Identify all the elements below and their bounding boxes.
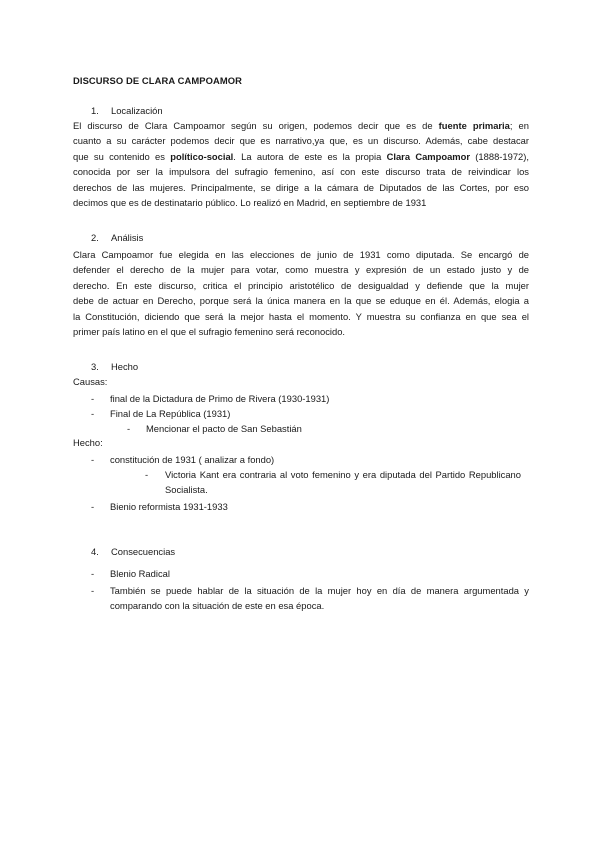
dash-bullet: - — [145, 469, 149, 480]
list-item — [91, 406, 230, 421]
emphasis: fuente primaria — [438, 120, 510, 131]
dash-bullet: - — [91, 501, 95, 512]
list-item-text: constitución de 1931 ( analizar a fondo) — [110, 454, 275, 465]
list-item-text: Blenio Radical — [110, 568, 170, 579]
hecho-label: Hecho: — [73, 437, 103, 448]
list-item — [91, 391, 329, 406]
text-line: decimos que es de destinatario público. Lo realizó en Madrid, en septiembre de 1931 — [73, 197, 427, 209]
text-line: debe de actuar en Derecho, porque será la única manera en la que se eduque en él. Además, elogia a — [73, 295, 529, 307]
section-title: Hecho — [111, 361, 139, 372]
text-line: la Constitución, diciendo que será la mejor hasta el momento. Y muestra su confianza en que sea el — [73, 310, 529, 322]
text-line: primer país latino en el que el sufragio femenino será reconocido. — [73, 326, 346, 338]
section-heading-localizacion — [91, 105, 163, 116]
emphasis: político-social — [170, 150, 234, 162]
text-line: Clara Campoamor fue elegida en las elecciones de junio de 1931 como diputada. Se encargó de — [73, 249, 529, 260]
list-item-text: Mencionar el pacto de San Sebastián — [146, 423, 302, 434]
dash-bullet: - — [91, 454, 95, 465]
dash-bullet: - — [91, 408, 95, 419]
list-item-text: Bienio reformista 1931-1933 — [110, 501, 228, 512]
list-item-text: Final de La República (1931) — [110, 408, 231, 419]
section-number: 3. — [91, 361, 99, 372]
text-line: El discurso de Clara Campoamor según su origen, podemos decir que es de fuente primaria; en — [73, 120, 529, 131]
section-heading-consecuencias — [91, 546, 175, 557]
list-item — [91, 583, 529, 614]
list-item — [91, 452, 274, 467]
list-item-text: También se puede hablar de la situación de la mujer hoy en día de manera argumentada y comparando con la situación de este en esa época. — [110, 585, 529, 612]
section-title: Análisis — [111, 232, 144, 243]
section-number: 2. — [91, 232, 99, 243]
text-line: defender el derecho de la mujer para votar, como muestra y expresión de un estado justo y de — [73, 264, 529, 276]
section-number: 1. — [91, 105, 99, 116]
text-line: conocida por ser la impulsora del sufragio femenino, así con este discurso trata de reivindicar los — [73, 166, 529, 178]
section-title: Consecuencias — [111, 546, 176, 557]
paragraph-localizacion — [73, 118, 529, 210]
list-item-text: final de la Dictadura de Primo de Rivera (1930-1931) — [110, 393, 330, 404]
emphasis: Clara Campoamor — [386, 150, 471, 162]
text-line: derechos de las mujeres. Principalmente, se dirige a la cámara de Diputados de las Cortes, por eso — [73, 181, 529, 193]
sub-list-item — [127, 421, 302, 436]
text-line: derecho. En este discurso, critica el principio aristotélico de desigualdad y defiende que la mujer — [73, 279, 529, 291]
dash-bullet: - — [91, 585, 95, 596]
list-item — [91, 566, 170, 581]
section-number: 4. — [91, 546, 99, 557]
section-title: Localización — [111, 105, 163, 116]
list-item — [91, 499, 228, 514]
sub-list-item — [145, 467, 521, 498]
document-title: DISCURSO DE CLARA CAMPOAMOR — [73, 75, 243, 86]
section-heading-hecho — [91, 361, 138, 372]
dash-bullet: - — [127, 423, 131, 434]
list-item-text: Victoria Kant era contraria al voto femenino y era diputada del Partido Republicano Socialista. — [165, 469, 521, 496]
text-line: cuanto a su carácter podemos decir que es narrativo,ya que, es un discurso. Además, cabe destacar — [73, 135, 529, 147]
paragraph-analisis — [73, 247, 529, 339]
causas-label: Causas: — [73, 376, 108, 387]
dash-bullet: - — [91, 393, 95, 404]
dash-bullet: - — [91, 568, 95, 579]
section-heading-analisis — [91, 232, 143, 243]
text-line: que su contenido es político-social. La autora de este es la propia Clara Campoamor (1888-1972), — [73, 150, 529, 162]
